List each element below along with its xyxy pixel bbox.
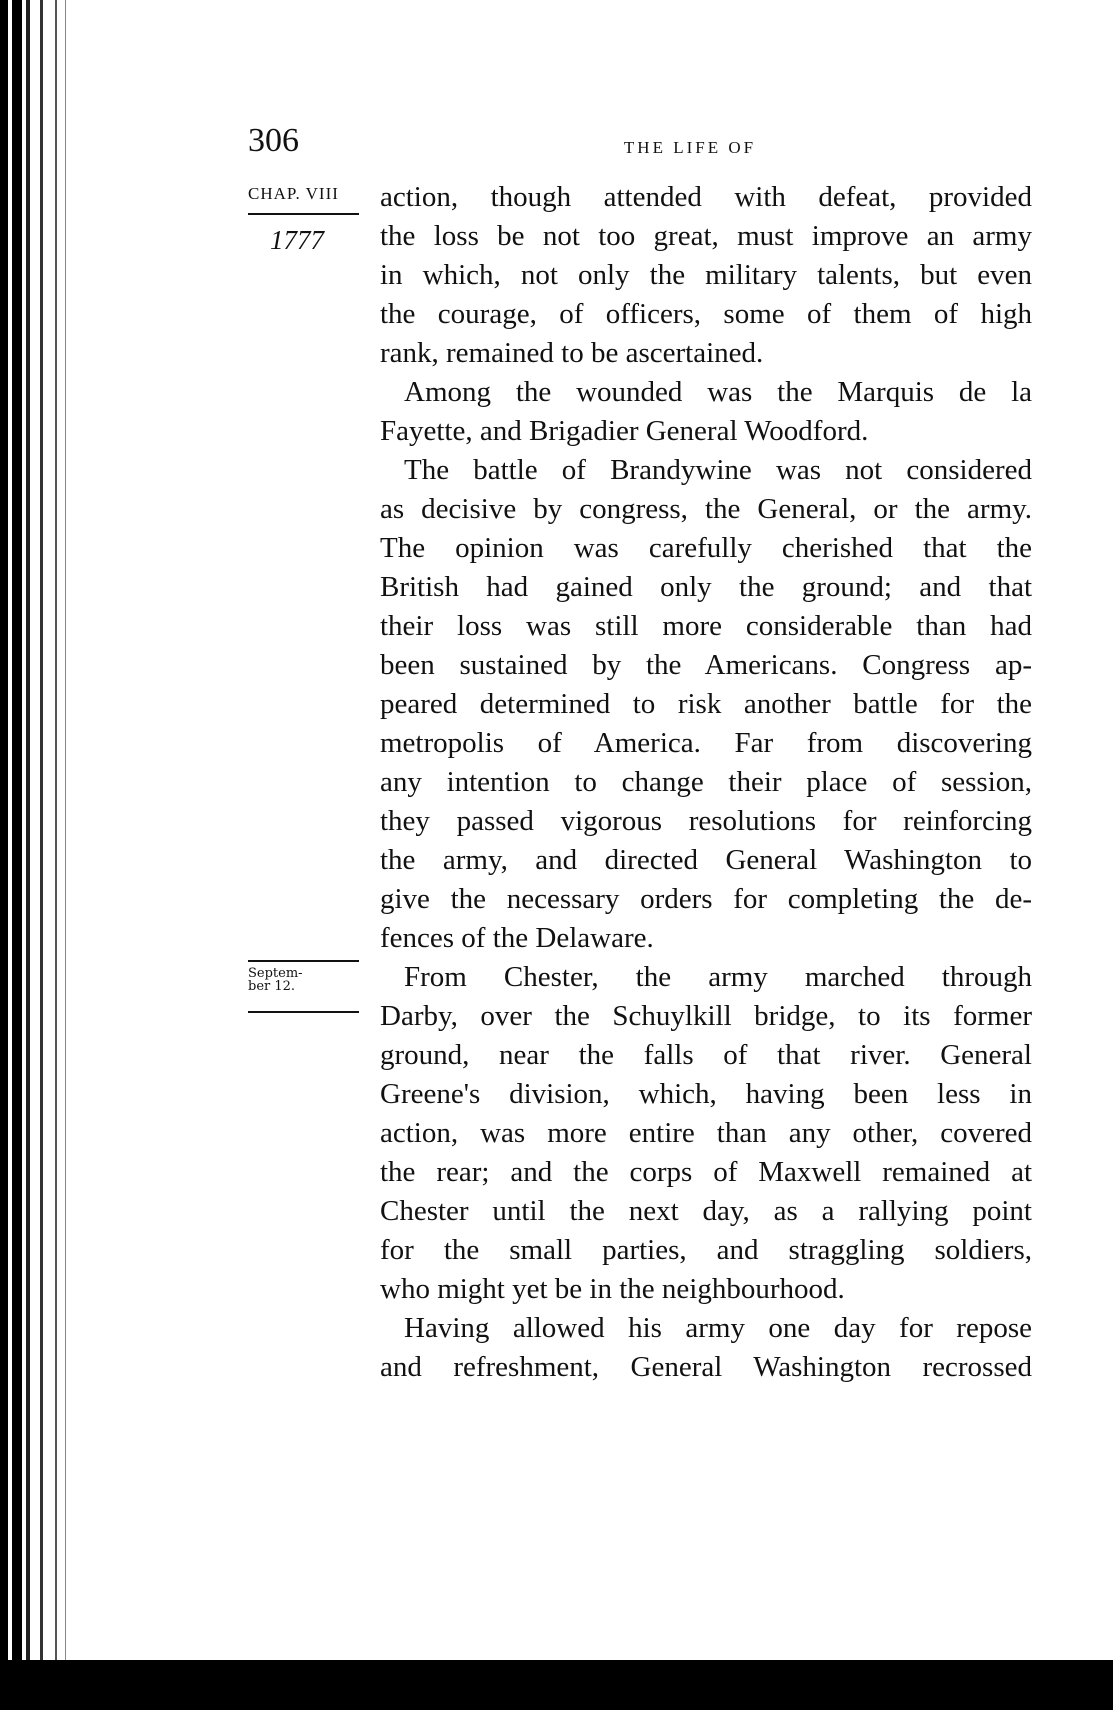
text-line: Greene's division, which, having been less in	[380, 1078, 1032, 1110]
text-line: rank, remained to be ascertained.	[380, 337, 764, 369]
text-line: Among the wounded was the Marquis de la	[404, 376, 1032, 408]
text-line: The opinion was carefully cherished that the	[380, 532, 1032, 564]
text-line: Having allowed his army one day for repose	[404, 1312, 1032, 1344]
scan-bottom-border	[0, 1660, 1113, 1710]
page-number: 306	[248, 122, 299, 159]
sidenote-line: ber 12.	[248, 979, 296, 994]
text-line: metropolis of America. Far from discovering	[380, 727, 1032, 759]
body-text	[380, 178, 1032, 1387]
text-line: the courage, of officers, some of them of high	[380, 298, 1032, 330]
text-line: action, though attended with defeat, provided	[380, 181, 1032, 213]
text-line: been sustained by the Americans. Congress ap-	[380, 649, 1032, 681]
text-line: they passed vigorous resolutions for reinforcing	[380, 805, 1032, 837]
margin-year: 1777	[270, 225, 324, 255]
margin-rule	[248, 213, 359, 215]
sidenote-line: Septem-	[248, 966, 303, 981]
text-line: peared determined to risk another battle for the	[380, 688, 1032, 720]
sidenote-rule-top	[248, 960, 359, 962]
text-line: From Chester, the army marched through	[404, 961, 1032, 993]
text-line: Darby, over the Schuylkill bridge, to its former	[380, 1000, 1032, 1032]
text-line: Chester until the next day, as a rallying point	[380, 1195, 1032, 1227]
text-line: give the necessary orders for completing the de-	[380, 883, 1032, 915]
text-line: ground, near the falls of that river. General	[380, 1039, 1032, 1071]
chapter-label: CHAP. VIII	[248, 184, 339, 203]
text-line: British had gained only the ground; and that	[380, 571, 1032, 603]
sidenote-date	[248, 967, 303, 993]
sidenote-rule-bottom	[248, 1011, 359, 1013]
text-line: any intention to change their place of session,	[380, 766, 1032, 798]
text-line: for the small parties, and straggling soldiers,	[380, 1234, 1032, 1266]
text-line: The battle of Brandywine was not considered	[404, 454, 1032, 486]
text-line: their loss was still more considerable than had	[380, 610, 1032, 642]
running-head: THE LIFE OF	[623, 138, 757, 157]
text-line: the army, and directed General Washington to	[380, 844, 1032, 876]
book-binding-edge	[0, 0, 68, 1710]
text-line: Fayette, and Brigadier General Woodford.	[380, 415, 869, 447]
text-line: action, was more entire than any other, covered	[380, 1117, 1032, 1149]
text-line: the loss be not too great, must improve an army	[380, 220, 1032, 252]
text-line: fences of the Delaware.	[380, 922, 654, 954]
text-line: and refreshment, General Washington recrossed	[380, 1351, 1032, 1383]
text-line: who might yet be in the neighbourhood.	[380, 1273, 845, 1305]
text-line: as decisive by congress, the General, or the army.	[380, 493, 1032, 525]
text-line: the rear; and the corps of Maxwell remained at	[380, 1156, 1032, 1188]
text-line: in which, not only the military talents, but even	[380, 259, 1032, 291]
